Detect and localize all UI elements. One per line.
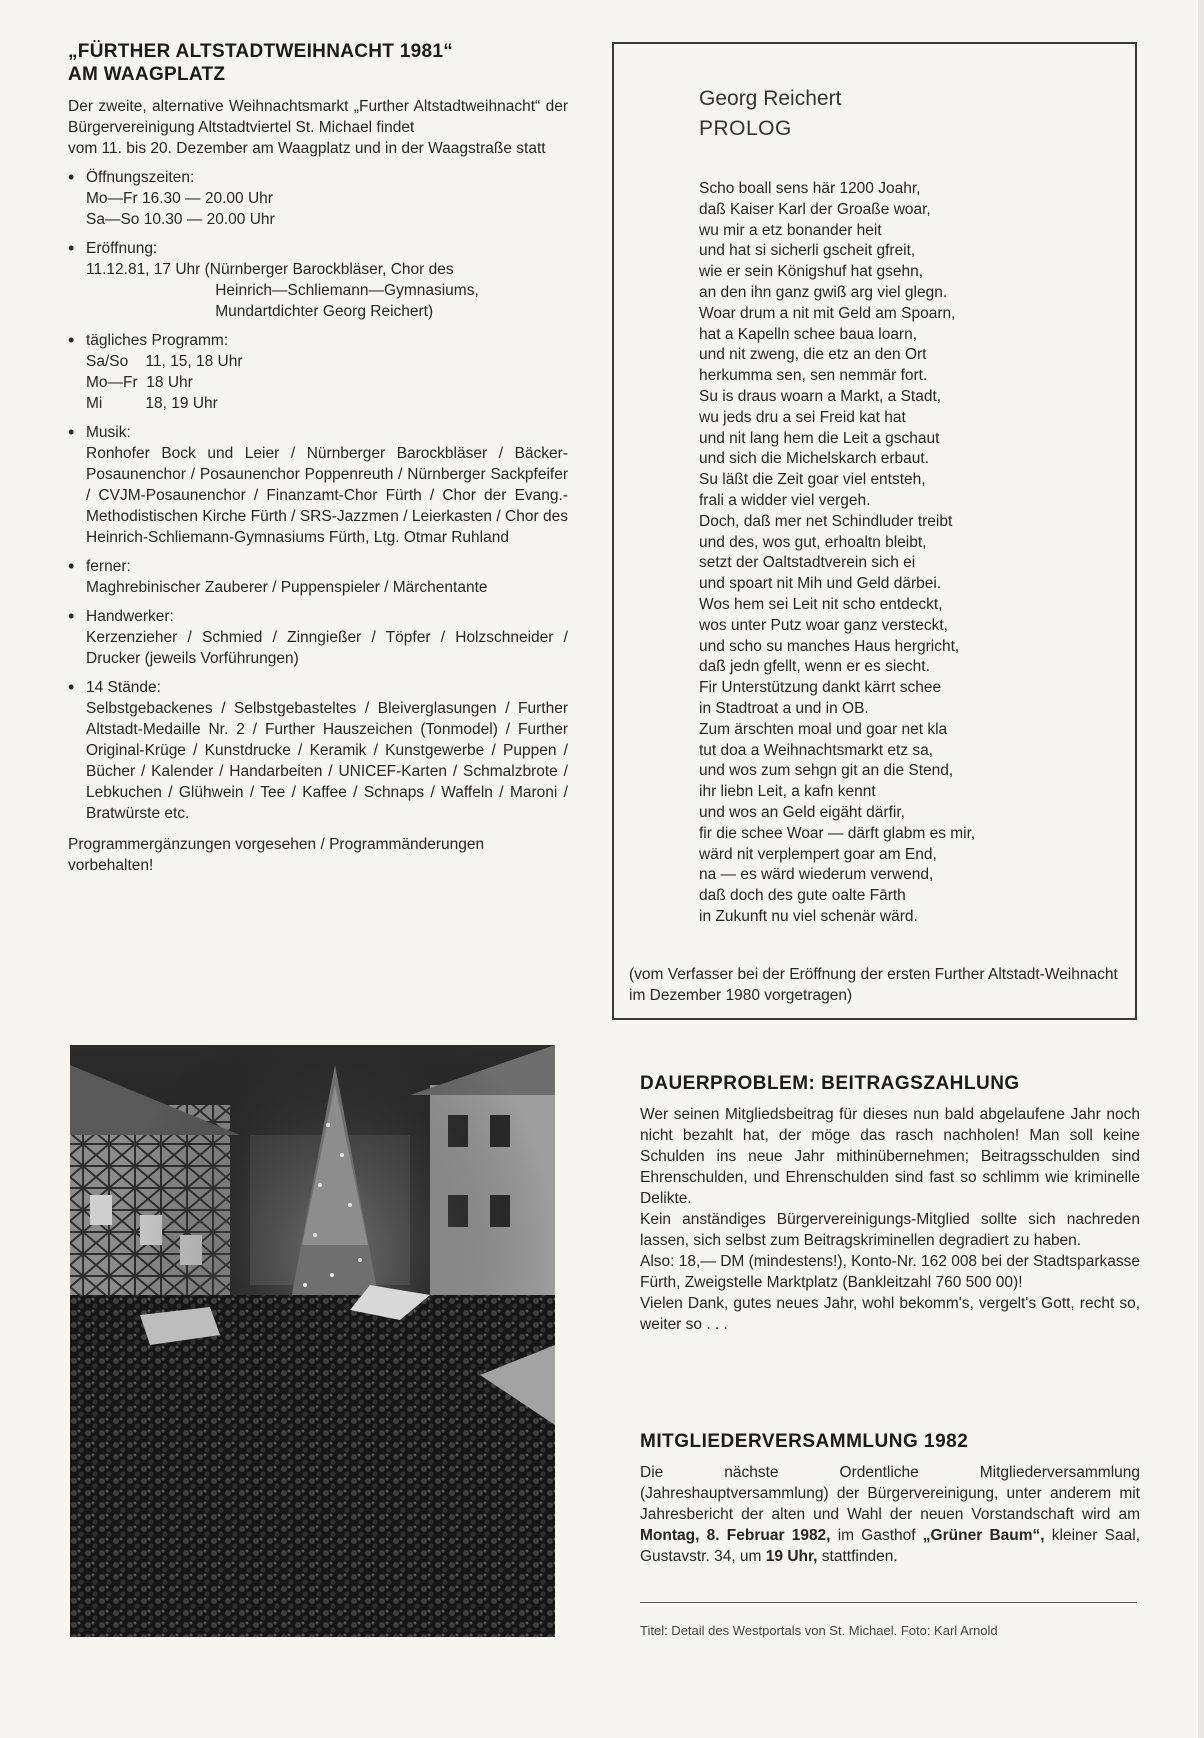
poem-line: herkumma sen, sen nemmär fort. [699,367,928,385]
article-general-meeting [640,1430,1140,1567]
poem-line: Doch, daß mer net Schindluder treibt [699,512,953,530]
poem-source-note: (vom Verfasser bei der Eröffnung der ersten Further Altstadt-Weihnacht im Dezember 1980 vorgetragen) [629,966,1118,1004]
bullet-craftsmen [68,606,568,669]
poem-line: ihr liebn Leit, a kafn kennt [699,783,876,801]
left-column [68,40,568,876]
poem-line: Fir Unterstützung dankt kärrt schee [699,679,942,697]
poem-line: Su läßt die Zeit goar viel entsteh, [699,471,926,489]
headline-line-1: „FÜRTHER ALTSTADTWEIHNACHT 1981“ [68,41,454,62]
poem-line: hat a Kapelln schee baua loarn, [699,325,918,343]
bullet-line: Mo—Fr 18 Uhr [86,374,193,391]
bullet-stands [68,677,568,824]
article-body [640,1104,1140,1335]
meeting-date: Montag, 8. Februar 1982, [640,1527,831,1544]
meeting-venue: „Grüner Baum“, [922,1527,1045,1544]
poem-line: und sich die Michelskarch erbaut. [699,450,930,468]
poem-line: Woar drum a nit mit Geld am Spoarn, [699,304,956,322]
poem-line: und hat si sicherli gscheit gfreit, [699,242,916,260]
bullet-line: Mundartdichter Georg Reichert) [86,303,434,320]
intro-text [68,96,568,159]
article-text: Die nächste Ordentliche Mitgliederversammlung (Jahreshauptversammlung) der Bürgervereinigung, unter anderem mit Jahresbericht der alten und Wahl der neuen Vorstandschaft wird am [640,1464,1140,1523]
bullet-line: Mi 18, 19 Uhr [86,395,218,412]
caption-divider [640,1602,1137,1603]
bullet-label: • ferner: [86,558,131,575]
poem-line: na — es wärd wiederum verwend, [699,866,934,884]
article-text: stattfinden. [817,1548,898,1565]
bullet-label: • 14 Stände: [86,679,161,696]
page-edge [1198,0,1204,1738]
bullet-opening [68,238,568,322]
poem-line: an den ihn ganz gwiß arg viel glegn. [699,283,948,301]
bullet-further [68,556,568,598]
poem-line: daß jedn gfellt, wenn er es siecht. [699,658,930,676]
poem-line: daß Kaiser Karl der Groaße woar, [699,200,931,218]
poem-text [699,179,1119,928]
info-bullet-list [68,167,568,824]
poem-line: fir die schee Woar — därft glabm es mir, [699,824,976,842]
bullet-line: Heinrich—Schliemann—Gymnasiums, [86,282,479,299]
article-membership-fee [640,1072,1140,1335]
photo-illustration [70,1045,555,1637]
poem-title: PROLOG [699,117,792,140]
bullet-text: Kerzenzieher / Schmied / Zinngießer / Töpfer / Holzschneider / Drucker (jeweils Vorführungen) [86,629,568,667]
bullet-text: Selbstgebackenes / Selbstgebasteltes / Bleiverglasungen / Further Altstadt-Medaille Nr. 2 / Further Hauszeichen (Tonmodel) / Further Original-Krüge / Kunstdrucke / Keramik / Kunstgewerbe / Puppen / Bücher / Kalender / Handarbeiten / UNICEF-Karten / Schmalzbrote / Lebkuchen / Glühwein / Tee / Kaffee / Schnaps / Waffeln / Maroni / Bratwürste etc. [86,700,568,822]
bullet-label: • Musik: [86,424,131,441]
article-paragraph: Vielen Dank, gutes neues Jahr, wohl bekomm's, vergelt's Gott, recht so, weiter so . . . [640,1295,1140,1333]
bullet-line: Sa/So 11, 15, 18 Uhr [86,353,243,370]
meeting-time: 19 Uhr, [765,1548,818,1565]
bullet-text: Maghrebinischer Zauberer / Puppenspieler / Märchentante [86,579,488,596]
article-paragraph: Wer seinen Mitgliedsbeitrag für dieses nun bald abgelaufene Jahr noch nicht bezahlt hat, der möge das rasch nachholen! Man soll keine Schulden ins neue Jahr mithinübernehmen; Beitragsschulden sind Ehrenschulden, und Ehrenschulden sind fast so schlimm wie kriminelle Delikte. [640,1106,1140,1207]
poem-line: und spoart nit Mih und Geld därbei. [699,575,942,593]
poem-line: frali a widder viel vergeh. [699,491,871,509]
poem-line: und wos zum sehgn git an die Stend, [699,762,954,780]
bullet-line: Mo—Fr 16.30 — 20.00 Uhr [86,190,273,207]
bullet-line: 11.12.81, 17 Uhr (Nürnberger Barockbläser, Chor des [86,261,454,278]
article-body [640,1462,1140,1567]
poem-line: und des, wos gut, erhoaltn bleibt, [699,533,927,551]
poem-line: wärd nit verplempert goar am End, [699,845,937,863]
bullet-label: • Eröffnung: [86,240,158,257]
poem-line: und nit lang hem die Leit a gschaut [699,429,940,447]
poem-line: und nit zweng, die etz an den Ort [699,346,927,364]
intro-paragraph: Der zweite, alternative Weihnachtsmarkt „Further Altstadtweihnacht“ der Bürgervereinigung Altstadtviertel St. Michael findet [68,98,568,136]
bullet-label: • tägliches Programm: [86,332,229,349]
poem-line: Zum ärschten moal und goar net kla [699,720,948,738]
poem-line: wie er sein Königshuf hat gsehn, [699,263,924,281]
bullet-line: Sa—So 10.30 — 20.00 Uhr [86,211,275,228]
article-text: kleiner Saal, Gustavstr. 34, um [640,1527,1141,1565]
bullet-text: Ronhofer Bock und Leier / Nürnberger Barockbläser / Bäcker-Posaunenchor / Posaunenchor Poppenreuth / Nürnberger Sackpfeifer / CVJM-Posaunenchor / Finanzamt-Chor Fürth / Chor der Evang.-Methodistischen Kirche Fürth / SRS-Jazzmen / Leierkasten / Chor des Heinrich-Schliemann-Gymnasiums Fürth, Ltg. Otmar Ruhland [86,445,568,546]
bullet-opening-hours [68,167,568,230]
poem-line: daß doch des gute oalte Fārth [699,887,906,905]
poem-line: tut doa a Weihnachtsmarkt etz sa, [699,741,934,759]
poem-line: in Zukunft nu viel schenär wärd. [699,907,918,925]
article-heading: DAUERPROBLEM: BEITRAGSZAHLUNG [640,1073,1020,1094]
poem-line: Wos hem sei Leit nit scho entdeckt, [699,595,943,613]
poem-line: wu mir a etz bonander heit [699,221,882,239]
poem-line: in Stadtroat a und in OB. [699,699,869,717]
poem-line: Su is draus woarn a Markt, a Stadt, [699,387,942,405]
cover-photo-caption: Titel: Detail des Westportals von St. Michael. Foto: Karl Arnold [640,1623,998,1638]
poem-line: wos unter Putz woar ganz versteckt, [699,616,948,634]
article-heading: MITGLIEDERVERSAMMLUNG 1982 [640,1431,969,1452]
bullet-daily-program [68,330,568,414]
poem-line: und scho su manches Haus hergricht, [699,637,960,655]
program-note: Programmergänzungen vorgesehen / Programmänderungen vorbehalten! [68,836,485,874]
poem-line: wu jeds dru a sei Freid kat hat [699,408,906,426]
headline-line-2: AM WAAGPLATZ [68,64,226,85]
article-paragraph: Kein anständiges Bürgervereinigungs-Mitglied sollte sich nachreden lassen, sich selbst zum Beitragskriminellen degradiert zu haben. [640,1211,1140,1249]
bullet-label: • Handwerker: [86,608,174,625]
article-text: im Gasthof [830,1527,923,1544]
bullet-music [68,422,568,548]
christmas-market-photo [70,1045,555,1637]
article-paragraph: Also: 18,— DM (mindestens!), Konto-Nr. 162 008 bei der Stadtsparkasse Fürth, Zweigstelle Marktplatz (Bankleitzahl 760 500 00)! [640,1253,1140,1291]
poem-line: und wos an Geld eigäht därfir, [699,803,905,821]
poem-line: setzt der Oaltstadtverein sich ei [699,554,916,572]
poem-author: Georg Reichert [699,87,842,110]
poem-box [612,42,1137,1020]
poem-line: Scho boall sens här 1200 Joahr, [699,180,921,197]
bullet-label: • Öffnungszeiten: [86,169,195,186]
dates-paragraph: vom 11. bis 20. Dezember am Waagplatz und in der Waagstraße statt [68,140,546,157]
